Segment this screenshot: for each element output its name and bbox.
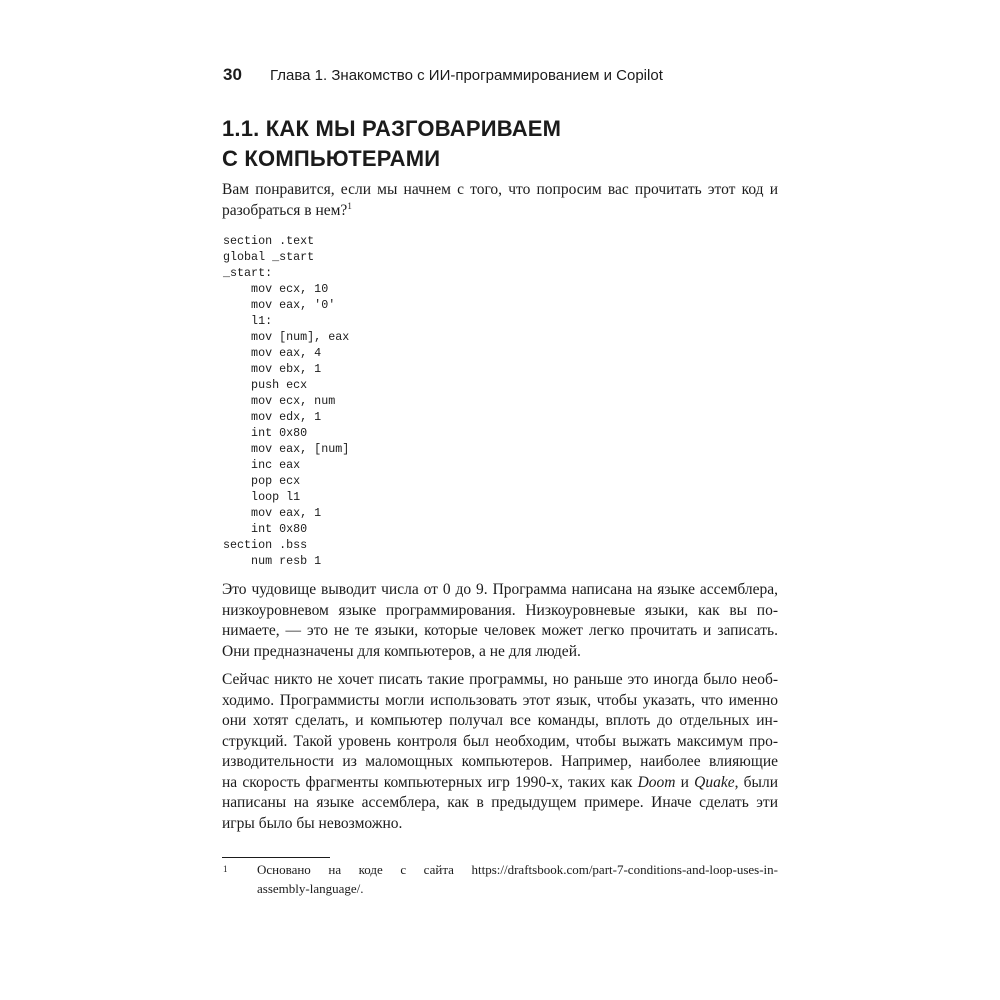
body-paragraph bbox=[222, 580, 778, 662]
code-line: mov eax, 4 bbox=[223, 346, 322, 360]
code-line: mov eax, 1 bbox=[223, 506, 322, 520]
intro-paragraph bbox=[222, 179, 778, 221]
game-title-quake: Quake bbox=[694, 773, 735, 791]
code-line: mov ecx, num bbox=[223, 394, 336, 408]
section-heading-line: С КОМПЬЮТЕРАМИ bbox=[222, 146, 441, 171]
footnote-mark: 1 bbox=[223, 864, 228, 874]
paragraph-line: Сейчас никто не хочет писать такие программы, но раньше это иногда было необ- bbox=[222, 671, 778, 688]
paragraph-line: Это чудовище выводит числа от 0 до 9. Программа написана на языке ассемблера, bbox=[222, 581, 778, 598]
code-line: int 0x80 bbox=[223, 522, 308, 536]
footnote-reference: 1 bbox=[347, 200, 352, 211]
page-number: 30 bbox=[223, 65, 242, 84]
code-line: section .text bbox=[223, 234, 315, 248]
footnote-text bbox=[257, 861, 778, 898]
paragraph-line: струкций. Такой уровень контроля был необходим, чтобы выжать максимум про- bbox=[222, 732, 778, 750]
paragraph-line-with-game-titles bbox=[222, 773, 778, 794]
running-header bbox=[222, 64, 778, 88]
assembly-code-listing bbox=[223, 233, 349, 569]
paragraph-line: низкоуровневом языке программирования. Низкоуровневые языки, как вы по- bbox=[222, 601, 778, 619]
code-line: l1: bbox=[223, 314, 273, 328]
code-line: inc eax bbox=[223, 458, 301, 472]
code-line: pop ecx bbox=[223, 474, 301, 488]
paragraph-line: написаны на языке ассемблера, как в предыдущем примере. Иначе сделать эти bbox=[222, 794, 778, 811]
paragraph-line: они хотят сделать, и компьютер получал все команды, вплоть до отдельных ин- bbox=[222, 712, 778, 729]
chapter-title: Глава 1. Знакомство с ИИ-программированием и Copilot bbox=[270, 67, 663, 84]
code-line: mov eax, '0' bbox=[223, 298, 336, 312]
code-line: num resb 1 bbox=[223, 554, 322, 568]
footnote-line: Основано на коде с сайта https://draftsbook.com/part-7-conditions-and-loop-uses-in- bbox=[257, 862, 778, 877]
line-text: , были bbox=[734, 773, 778, 791]
footnote-divider bbox=[222, 857, 330, 858]
paragraph-line: изводительности из маломощных компьютеров. Например, наиболее влияющие bbox=[222, 753, 778, 770]
section-heading-line: 1.1. КАК МЫ РАЗГОВАРИВАЕМ bbox=[222, 116, 562, 141]
code-line: loop l1 bbox=[223, 490, 301, 504]
code-line: mov ecx, 10 bbox=[223, 282, 329, 296]
code-line: mov eax, [num] bbox=[223, 442, 350, 456]
code-line: global _start bbox=[223, 250, 315, 264]
body-paragraph bbox=[222, 670, 778, 834]
code-line: _start: bbox=[223, 266, 273, 280]
code-line: push ecx bbox=[223, 378, 308, 392]
game-title-doom: Doom bbox=[637, 773, 676, 791]
code-line: int 0x80 bbox=[223, 426, 308, 440]
code-line: mov [num], eax bbox=[223, 330, 350, 344]
code-line: mov ebx, 1 bbox=[223, 362, 322, 376]
intro-text: Вам понравится, если мы начнем с того, что попросим вас прочитать этот код и разобраться в нем? bbox=[222, 181, 778, 219]
section-heading bbox=[222, 114, 561, 174]
book-page bbox=[222, 0, 778, 1000]
line-text: на скорость фрагменты компьютерных игр 1990-х, таких как bbox=[222, 773, 638, 791]
code-line: section .bss bbox=[223, 538, 308, 552]
footnote-line: assembly-language/. bbox=[257, 880, 364, 896]
paragraph-line: Они предназначены для компьютеров, а не для людей. bbox=[222, 642, 581, 660]
paragraph-line: ходимо. Программисты могли использовать этот язык, чтобы указать, что именно bbox=[222, 691, 778, 709]
code-line: mov edx, 1 bbox=[223, 410, 322, 424]
paragraph-line: нимаете, — это не те языки, которые человек может легко прочитать и записать. bbox=[222, 622, 778, 639]
paragraph-line: игры было бы невозможно. bbox=[222, 814, 403, 832]
line-text: и bbox=[675, 773, 695, 791]
